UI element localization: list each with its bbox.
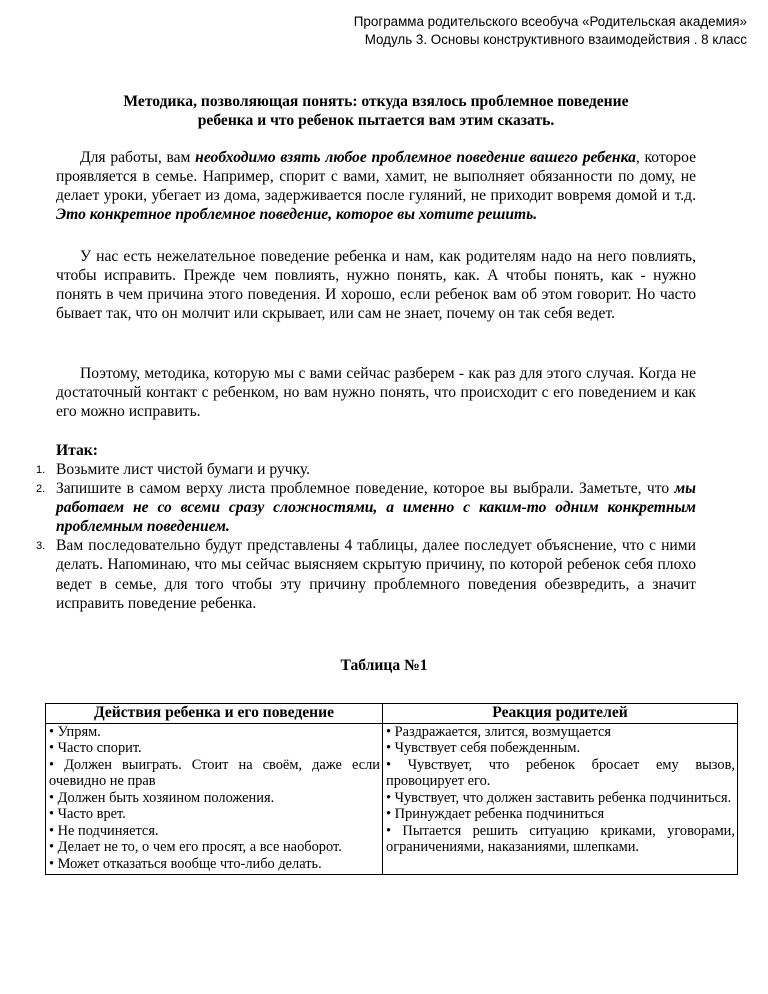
paragraph-1 (56, 148, 696, 224)
p1-text-1: Для работы, вам (80, 149, 196, 166)
column-header-parent: Реакция родителей (383, 704, 738, 724)
list-item: • Может отказаться вообще что-либо делать. (49, 855, 322, 872)
child-actions-cell (46, 723, 383, 875)
title-line-2: ребенка и что ребенок пытается вам этим сказать. (197, 112, 555, 129)
step-text: Запишите в самом верху листа проблемное поведение, которое вы выбрали. Заметьте, что (56, 480, 675, 498)
list-item: • Часто врет. (49, 806, 126, 822)
page-header (354, 13, 747, 49)
list-item: • Упрям. (49, 723, 101, 740)
list-item: • Должен быть хозяином положения. (49, 789, 275, 806)
header-module-line: Модуль 3. Основы конструктивного взаимодействия . 8 класс (364, 32, 747, 47)
step-number: 3. (36, 540, 46, 553)
step-text: Возьмите лист чистой бумаги и ручку. (56, 461, 311, 478)
list-item: • Не подчиняется. (49, 822, 159, 839)
step-bold-text: мы работаем не со всеми сразу сложностями, а именно с каким-то одним конкретным проблемным поведением. (56, 480, 696, 536)
list-item: • Принуждает ребенка подчиниться (386, 806, 605, 822)
title-line-1: Методика, позволяющая понять: откуда взялось проблемное поведение (123, 93, 629, 110)
paragraph-3: Поэтому, методика, которую мы с вами сейчас разберем - как раз для этого случая. Когда не достаточный контакт с ребенком, но вам нужно понять, что происходит с его поведением и как его можно исправить. (56, 365, 696, 421)
list-item: • Чувствует, что должен заставить ребенка подчиниться. (386, 789, 732, 806)
step-number: 1. (36, 464, 46, 476)
list-item: • Должен выиграть. Стоит на своём, даже если очевидно не прав (49, 756, 380, 789)
paragraph-2: У нас есть нежелательное поведение ребенка и нам, как родителям надо на него повлиять, чтобы исправить. Прежде чем повлиять, нужно понять, как. А чтобы понять, как - нужно понять в чем причина этого поведения. И хорошо, если ребенок вам об этом говорит. Но часто бывает так, что он молчит или скрывает, или сам не знает, почему он так себя ведет. (56, 248, 696, 323)
list-item: • Пытается решить ситуацию криками, уговорами, ограничениями, наказаниями, шлепками. (386, 822, 735, 855)
step-text: Вам последовательно будут представлены 4 таблицы, далее последует объяснение, что с ними делать. Напоминаю, что мы сейчас выясняем скрытую причину, по которой ребенок себя плохо ведет в семье, для того чтобы эту причину проблемного поведения обезвредить, а значит исправить поведение ребенка. (56, 537, 696, 612)
step-number: 2. (36, 483, 46, 496)
step-item (0, 479, 696, 536)
p1-text-2: , которое проявляется в семье. Например, спорит с вами, хамит, не выполняет обязанности по дому, не делает уроки, убегает из дома, задерживается после гуляний, не приходит вовремя домой и т.д. (56, 149, 696, 205)
document-title (56, 92, 696, 130)
step-item (0, 536, 696, 612)
p1-bold-2: Это конкретное проблемное поведение, которое вы хотите решить. (56, 206, 538, 224)
table-header-row (46, 704, 738, 724)
parent-reaction-cell (383, 723, 738, 875)
p1-bold-1: необходимо взять любое проблемное поведение вашего ребенка (195, 149, 636, 166)
table-caption: Таблица №1 (340, 657, 428, 674)
list-item: • Чувствует себя побежденным. (386, 740, 581, 756)
steps-list (0, 460, 768, 613)
header-program-line: Программа родительского всеобуча «Родительская академия» (353, 14, 747, 29)
list-item: • Чувствует, что ребенок бросает ему вызов, провоцирует его. (386, 756, 735, 789)
table-row (46, 723, 738, 875)
itak-heading: Итак: (56, 442, 98, 459)
step-item (0, 460, 696, 479)
column-header-child: Действия ребенка и его поведение (46, 704, 383, 724)
behavior-table (45, 703, 738, 875)
list-item: • Раздражается, злится, возмущается (386, 723, 611, 740)
list-item: • Делает не то, о чем его просят, а все наоборот. (49, 839, 342, 855)
list-item: • Часто спорит. (49, 740, 142, 756)
